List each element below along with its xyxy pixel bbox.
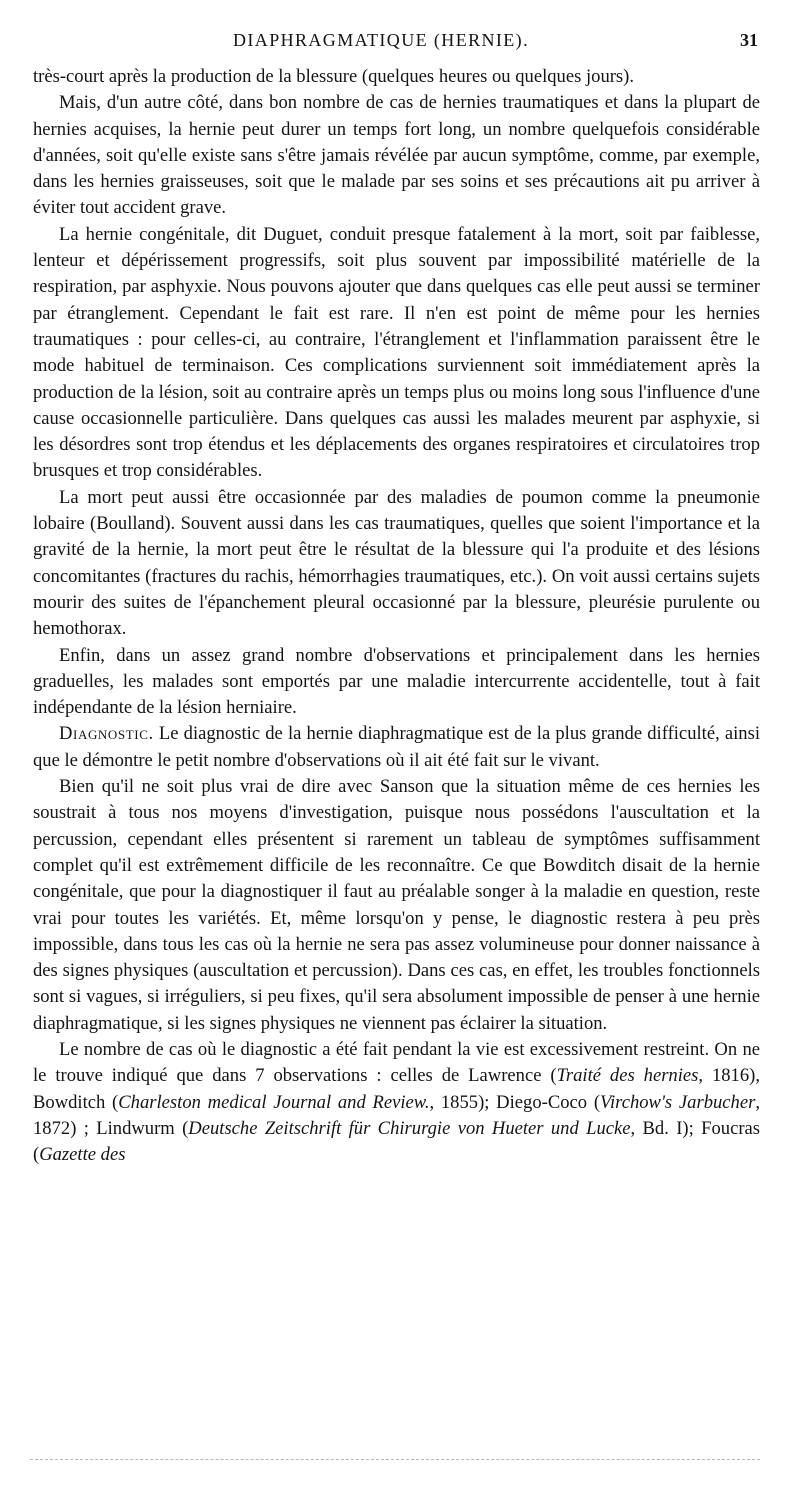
p8-text-5: , Bd. I); Foucras ( xyxy=(33,1117,761,1166)
p8-text-4: , 1872) ; Lindwurm ( xyxy=(33,1091,760,1139)
p8-citation-lawrence: Traité des hernies xyxy=(556,1065,699,1087)
paragraph-7: Bien qu'il ne soit plus vrai de dire avec Sanson que la situation même de ces hernies les soustrait à tous nos moyens d'investigation, puisque nous possédons l'auscultation et la percussion, cependant elles présentent si rarement un tableau de symptômes suffisamment complet qu'il est extrêmement difficile de les reconnaître. Ce que Bowditch disait de la hernie congénitale, que pour la diagnostiquer il faut au préalable songer à la maladie en question, reste vrai pour toutes les variétés. Et, même lorsqu'on y pense, le diagnostic restera à peu près impossible, dans tous les cas où la hernie ne sera pas assez volumineuse pour donner naissance à des signes physiques (auscultation et percussion). Dans ces cas, en effet, les troubles fonctionnels sont si vagues, si irréguliers, si peu fixes, qu'il sera absolument impossible de penser à une hernie diaphragmatique, si les signes physiques ne viennent pas éclairer la situation. xyxy=(33,776,760,1034)
p8-text-3: , 1855); Diego-Coco ( xyxy=(429,1091,601,1113)
paragraph-4: La mort peut aussi être occasionnée par des maladies de poumon comme la pneumonie lobaire (Boulland). Souvent aussi dans les cas traumatiques, quelles que soient l'importance et la gravité de la hernie, la mort peut être le résultat de la blessure qui l'a produite et des lésions concomitantes (fractures du rachis, hémorrhagies traumatiques, etc.). On voit aussi certains sujets mourir des suites de l'épanchement pleural occasionné par la blessure, pleurésie purulente ou hemothorax. xyxy=(33,486,760,640)
paragraph-5: Enfin, dans un assez grand nombre d'observations et principalement dans les hernies graduelles, les malades sont emportés par une maladie intercurrente accidentelle, tout à fait indépendante de la lésion herniaire. xyxy=(33,644,760,719)
p8-citation-bowditch: Charleston medical Journal and Review. xyxy=(118,1091,430,1113)
running-header xyxy=(33,30,760,64)
paragraph-diagnostic xyxy=(33,721,760,774)
p8-citation-lindwurm: Deutsche Zeitschrift für Chirurgie von Hueter und Lucke xyxy=(188,1117,631,1139)
body-text xyxy=(33,64,760,1168)
p8-citation-foucras: Gazette des xyxy=(39,1144,126,1166)
p8-text-2: , 1816), Bowditch ( xyxy=(33,1065,760,1113)
paragraph-3: La hernie congénitale, dit Duguet, conduit presque fatalement à la mort, soit par faiblesse, lenteur et dépérissement progressifs, soit plus souvent par impossibilité matérielle de la respiration, par asphyxie. Nous pouvons ajouter que dans quelques cas elle peut aussi se terminer par étranglement. Cependant le fait est rare. Il n'en est point de même pour les hernies traumatiques : pour celles-ci, au contraire, l'étranglement et l'inflammation paraissent être le mode habituel de terminaison. Ces complications surviennent soit immédiatement après la production de la lésion, soit au contraire après un temps plus ou moins long sous l'influence d'une cause occasionnelle particulière. Dans quelques cas aussi les malades meurent par asphyxie, si les désordres sont trop étendus et les déplacements des organes respiratoires et circulatoires trop brusques et trop considérables. xyxy=(33,223,760,482)
paragraph-2: Mais, d'un autre côté, dans bon nombre de cas de hernies traumatiques et dans la plupart de hernies acquises, la hernie peut durer un temps fort long, un nombre quelquefois considérable d'années, soit qu'elle existe sans s'être jamais révélée par aucun symptôme, comme, par exemple, dans les hernies graisseuses, soit que le malade par ses soins et ses précautions ait pu arriver à éviter tout accident grave. xyxy=(33,92,760,219)
paragraph-1: très-court après la production de la blessure (quelques heures ou quelques jours). xyxy=(33,66,635,87)
bottom-dotted-rule xyxy=(30,1459,760,1460)
paragraph-8 xyxy=(33,1037,760,1168)
document-page xyxy=(33,30,760,1168)
section-label-diagnostic: Diagnostic. xyxy=(59,723,154,745)
p8-text-1: Le nombre de cas où le diagnostic a été fait pendant la vie est excessivement restreint. On ne le trouve indiqué que dans 7 observations : celles de Lawrence ( xyxy=(33,1038,760,1087)
running-title: DIAPHRAGMATIQUE (HERNIE). xyxy=(233,30,529,50)
p8-citation-diego-coco: Virchow's Jarbucher xyxy=(600,1091,756,1113)
diagnostic-text: Le diagnostic de la hernie diaphragmatique est de la plus grande difficulté, ainsi que le démontre le petit nombre d'observations où il ait été fait sur le vivant. xyxy=(33,723,760,771)
page-number: 31 xyxy=(740,30,758,50)
